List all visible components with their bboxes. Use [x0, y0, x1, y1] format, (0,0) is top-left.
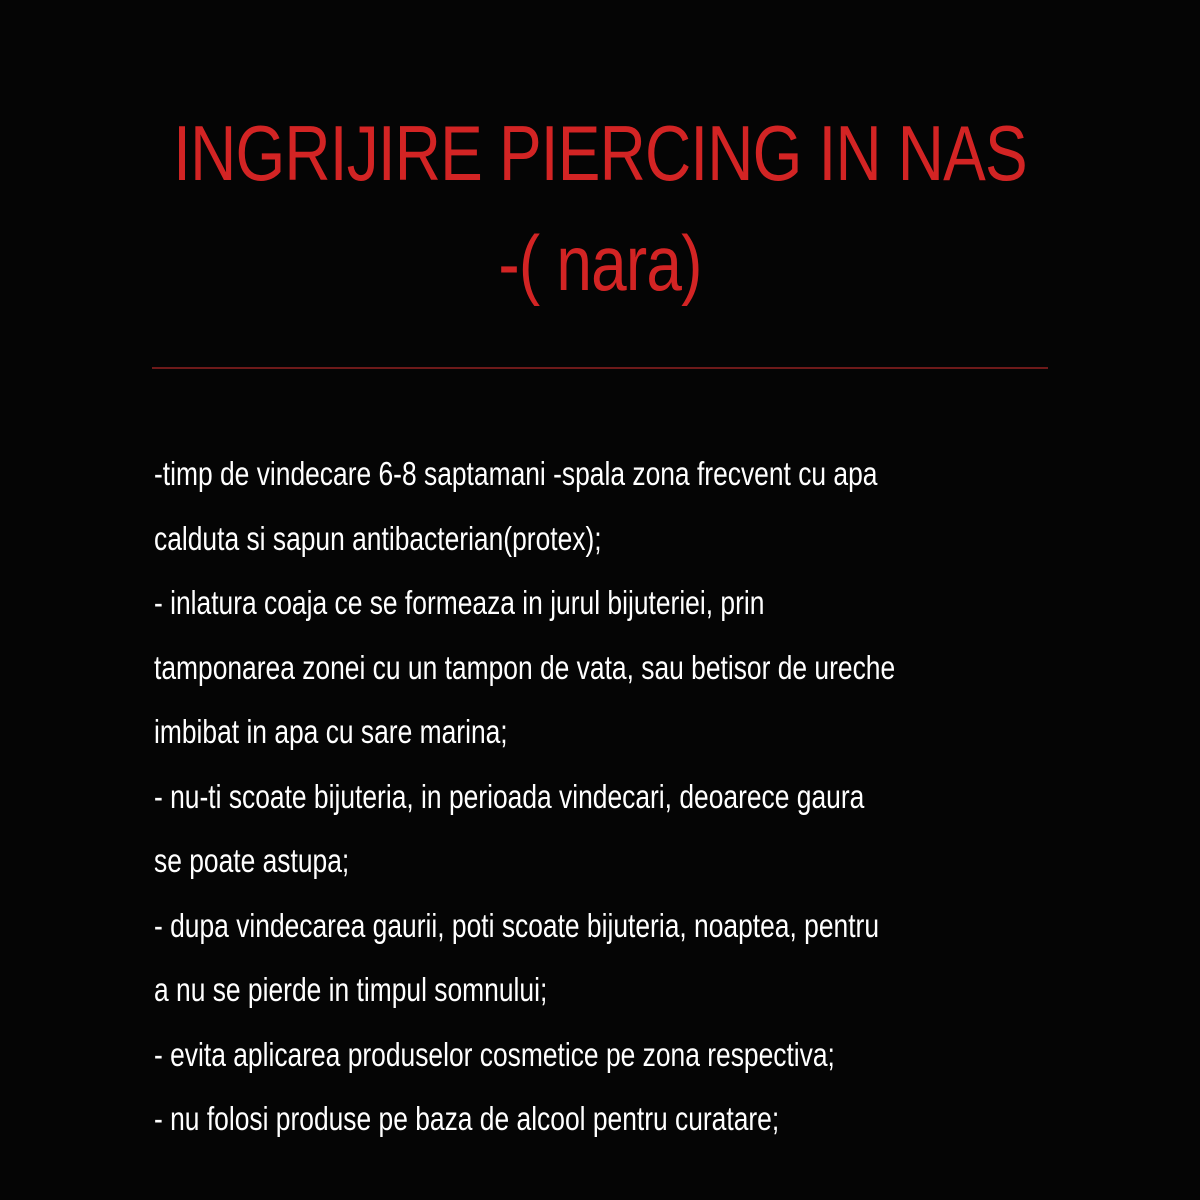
title-line-2: -( nara) — [498, 219, 702, 307]
page-title — [108, 98, 1092, 318]
instructions-text — [154, 442, 1034, 1152]
text-line: a nu se pierde in timpul somnului; — [154, 971, 548, 1008]
text-line: - inlatura coaja ce se formeaza in jurul bijuteriei, prin — [154, 584, 765, 621]
text-line: tamponarea zonei cu un tampon de vata, sau betisor de ureche — [154, 648, 896, 686]
text-line: - nu-ti scoate bijuteria, in perioada vindecari, deoarece gaura — [154, 777, 865, 815]
text-line: -timp de vindecare 6-8 saptamani -spala zona frecvent cu apa — [154, 455, 878, 492]
text-line: imbibat in apa cu sare marina; — [154, 713, 508, 750]
title-line-1: INGRIJIRE PIERCING IN NAS — [173, 109, 1027, 197]
text-line: - dupa vindecarea gaurii, poti scoate bijuteria, noaptea, pentru — [154, 906, 880, 944]
divider — [152, 367, 1048, 369]
text-line: - nu folosi produse pe baza de alcool pentru curatare; — [154, 1100, 780, 1137]
text-line: - evita aplicarea produselor cosmetice pe zona respectiva; — [154, 1035, 835, 1073]
text-line: se poate astupa; — [154, 842, 350, 879]
text-line: calduta si sapun antibacterian(protex); — [154, 519, 602, 557]
